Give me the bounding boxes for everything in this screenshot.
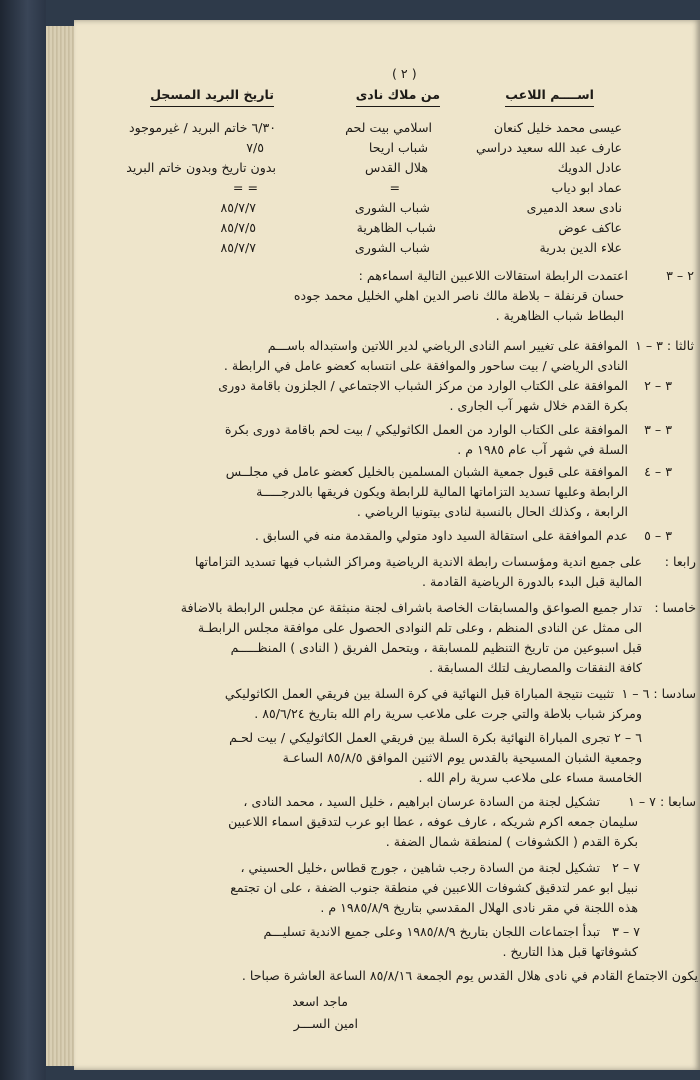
- row-player: عادل الدويك: [557, 160, 622, 175]
- section-line: تدار جميع الصواعق والمسابقات الخاصة باشراف لجنة منبثقة عن مجلس الرابطة بالاضافة: [180, 600, 642, 615]
- section-line: تثبيت نتيجة المباراة قبل النهائية في كرة السلة بين فريقي العمل الكاثوليكي: [224, 686, 614, 701]
- section-line: تبدأ اجتماعات اللجان بتاريخ ١٩٨٥/٨/٩ وعلى جميع الاندية تسليـــم: [263, 924, 600, 939]
- row-player: نادى سعد الدميرى: [526, 200, 622, 215]
- row-player: عيسى محمد خليل كنعان: [493, 120, 622, 135]
- section-line: الخامسة مساء على ملاعب سرية رام الله .: [418, 770, 642, 785]
- section-label: ٣ – ٢: [644, 378, 672, 393]
- row-club: شباب اريحا: [368, 140, 428, 155]
- section-line: الموافقة على الكتاب الوارد من العمل الكاثوليكي / بيت لحم باقامة دورى بكرة: [224, 422, 628, 437]
- row-player: عماد ابو دياب: [551, 180, 622, 195]
- section-label: ٧ – ٢: [612, 860, 640, 875]
- section-line: الموافقة على تغيير اسم النادى الرياضي لدير اللاتين واستبداله باســـم: [267, 338, 628, 353]
- closing-note: يكون الاجتماع القادم في نادى هلال القدس يوم الجمعة ٨٥/٨/١٦ الساعة العاشرة صباحا .: [241, 968, 698, 983]
- section-line: الموافقة على الكتاب الوارد من مركز الشباب الاجتماعي / الجلزون باقامة دورى: [218, 378, 628, 393]
- section-label: ٦ – ٢: [614, 730, 642, 745]
- header-player: اســــم اللاعب: [505, 87, 594, 107]
- section-line: تشكيل لجنة من السادة عرسان ابراهيم ، خليل السيد ، محمد النادى ،: [243, 794, 600, 809]
- section-line: تجرى المباراة النهائية بكرة السلة بين فريقي العمل الكاثوليكي / بيت لحـم: [229, 730, 610, 745]
- section-line: سليمان جمعه اكرم شريكه ، عارف عوفه ، عطا ابو عرب لتدقيق اسماء اللاعبين: [228, 814, 638, 829]
- section-line: اعتمدت الرابطة استقالات اللاعبين التالية اسماءهم :: [358, 268, 628, 283]
- section-label: ٢ – ٣: [666, 268, 694, 283]
- section-line: تشكيل لجنة من السادة رجب شاهين ، جورج قطاس ،خليل الحسيني ،: [240, 860, 600, 875]
- section-line: الى ممثل عن النادى المنظم ، وعلى تلم النوادى الحصول على موافقة مجلس الرابطـة: [197, 620, 642, 635]
- section-line: بكرة القدم خلال شهر آب الجارى .: [449, 398, 628, 413]
- section-line: البطاط شباب الظاهرية .: [495, 308, 624, 323]
- row-date: بدون تاريخ وبدون خاتم البريد: [126, 160, 276, 175]
- section-line: النادى الرياضي / بيت ساحور والموافقة على انتسابه كعضو عامل في الرابطة .: [223, 358, 628, 373]
- row-date: ٨٥/٧/٧: [220, 200, 256, 215]
- section-line: السلة في شهر آب عام ١٩٨٥ م .: [457, 442, 628, 457]
- row-club: اسلامي بيت لحم: [345, 120, 432, 135]
- row-club: شباب الشورى: [354, 200, 430, 215]
- row-player: عاكف عوض: [558, 220, 622, 235]
- section-line: الرابطة وعليها تسديد التزاماتها المالية للرابطة ويكون فريقها بالدرجـــــة: [256, 484, 628, 499]
- section-label: سابعا : ٧ – ١: [628, 794, 696, 809]
- section-line: عدم الموافقة على استقالة السيد داود متولي والمقدمة منه في السابق .: [254, 528, 628, 543]
- section-line: قبل اسبوعين من تاريخ التنظيم للمسابقة ، ويتحمل الفريق ( النادى ) المنظـــــم: [230, 640, 642, 655]
- section-line: الرابعة ، وكذلك الحال بالنسبة لنادى بيتونيا الرياضي .: [356, 504, 628, 519]
- row-date: ٦/٣٠ خاتم البريد / غيرموجود: [129, 120, 276, 135]
- document-page: [74, 20, 700, 1070]
- section-line: كشوفاتها قبل هذا التاريخ .: [502, 944, 638, 959]
- row-date: ٧/٥: [246, 140, 264, 155]
- section-label: سادسا : ٦ – ١: [621, 686, 696, 701]
- section-line: وجمعية الشبان المسيحية بالقدس يوم الاثنين الموافق ٨٥/٨/٥ الساعـة: [282, 750, 642, 765]
- section-label: ٣ – ٣: [644, 422, 672, 437]
- section-line: الموافقة على قبول جمعية الشبان المسلمين بالخليل كعضو عامل في مجلــس: [225, 464, 628, 479]
- section-label: ثالثا : ٣ – ١: [635, 338, 694, 353]
- book-binding: [0, 0, 46, 1080]
- section-label: ٣ – ٥: [644, 528, 672, 543]
- section-line: ومركز شباب بلاطة والتي جرت على ملاعب سرية رام الله بتاريخ ٨٥/٦/٢٤ .: [254, 706, 642, 721]
- section-line: المالية قبل البدء بالدورة الرياضية القادمة .: [422, 574, 642, 589]
- row-player: عارف عبد الله سعيد دراسي: [476, 140, 622, 155]
- section-label: ٧ – ٣: [612, 924, 640, 939]
- row-club: شباب الشورى: [354, 240, 430, 255]
- section-label: خامسا :: [654, 600, 696, 615]
- row-club: شباب الظاهرية: [356, 220, 436, 235]
- page-stack-edge: [46, 26, 76, 1066]
- section-label: رابعا :: [664, 554, 696, 569]
- section-line: هذه اللجنة في مقر نادى الهلال المقدسي بتاريخ ١٩٨٥/٨/٩ م .: [320, 900, 638, 915]
- page-number: ( ٢ ): [392, 66, 417, 81]
- row-player: علاء الدين بدرية: [539, 240, 622, 255]
- row-date: = =: [232, 180, 258, 195]
- header-club: من ملاك نادى: [356, 87, 440, 107]
- section-line: نبيل ابو عمر لتدقيق كشوفات اللاعبين في منطقة جنوب الضفة ، على ان تجتمع: [230, 880, 638, 895]
- row-club: هلال القدس: [365, 160, 428, 175]
- row-date: ٨٥/٧/٧: [220, 240, 256, 255]
- header-date: تاريخ البريد المسجل: [150, 87, 274, 107]
- section-line: على جميع اندية ومؤسسات رابطة الاندية الرياضية ومراكز الشباب فيها تسديد التزاماتها: [194, 554, 642, 569]
- row-date: ٨٥/٧/٥: [220, 220, 256, 235]
- section-label: ٣ – ٤: [644, 464, 672, 479]
- section-line: بكرة القدم ( الكشوفات ) لمنطقة شمال الضفة .: [385, 834, 638, 849]
- signature-name: ماجد اسعد: [292, 994, 348, 1009]
- section-line: كافة النفقات والمصاريف لتلك المسابقة .: [428, 660, 642, 675]
- section-line: حسان قرنفلة – بلاطة مالك ناصر الدين اهلي الخليل محمد جوده: [293, 288, 624, 303]
- signature-title: امين الســـر: [293, 1016, 358, 1031]
- row-club: =: [389, 180, 400, 195]
